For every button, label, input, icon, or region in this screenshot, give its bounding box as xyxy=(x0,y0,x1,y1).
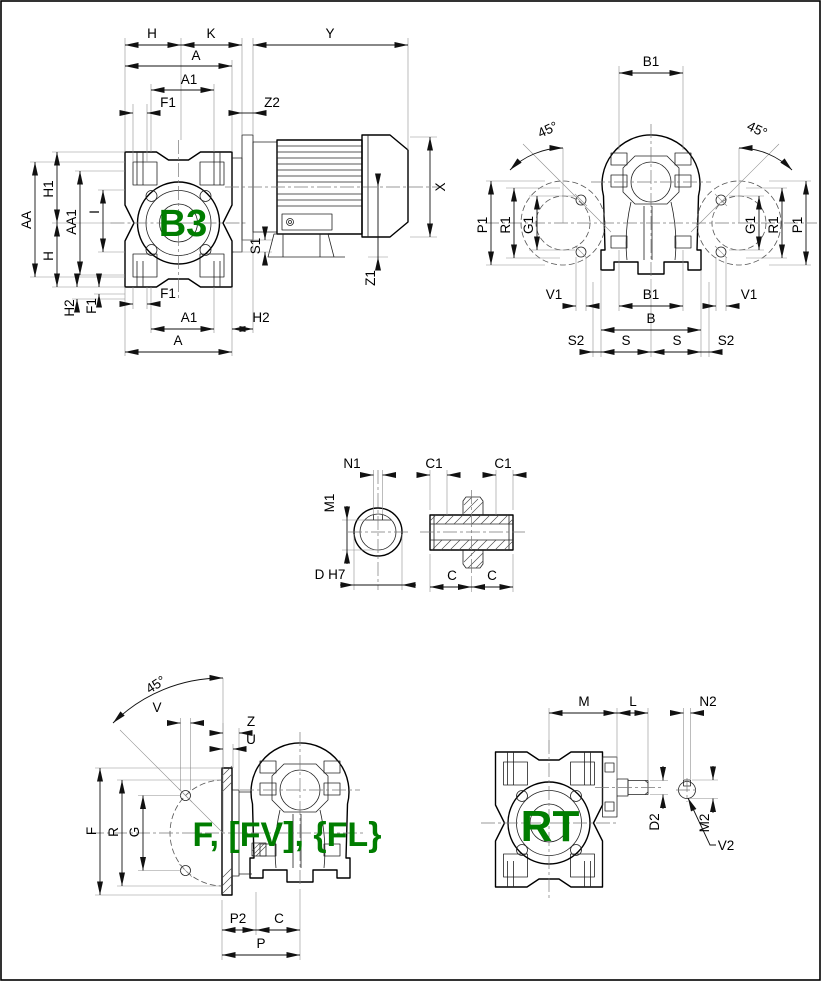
label-H2-bot: H2 xyxy=(252,310,270,325)
mounting-code-F-FV-FL: F, [FV], {FL} xyxy=(192,816,382,854)
mounting-code-RT: RT xyxy=(520,802,580,851)
label-Z: Z xyxy=(246,714,256,729)
label-M2: M2 xyxy=(697,813,712,833)
label-S-left: S xyxy=(621,333,631,348)
label-M1: M1 xyxy=(322,493,337,513)
label-45-left: 45° xyxy=(535,118,561,141)
label-U: U xyxy=(246,732,256,747)
mounting-code-B3: B3 xyxy=(158,203,208,245)
label-F: F xyxy=(84,826,99,836)
label-D2: D2 xyxy=(647,813,662,831)
label-P1-right: P1 xyxy=(790,216,805,234)
label-Z2: Z2 xyxy=(264,95,280,110)
label-45-right: 45° xyxy=(744,118,770,141)
label-X: X xyxy=(433,182,448,192)
label-G1-left: G1 xyxy=(521,215,536,235)
label-M: M xyxy=(578,694,590,709)
label-N1: N1 xyxy=(343,456,361,471)
label-N2: N2 xyxy=(699,694,717,709)
label-F1-top: F1 xyxy=(160,95,176,110)
label-R1-left: R1 xyxy=(498,216,513,234)
label-C-left: C xyxy=(447,568,457,583)
label-F1-bot: F1 xyxy=(160,286,176,301)
label-C-right: C xyxy=(487,568,497,583)
label-A1: A1 xyxy=(180,72,198,87)
label-P2: P2 xyxy=(229,911,247,926)
label-G1-right: G1 xyxy=(743,215,758,235)
label-V1-left: V1 xyxy=(545,287,563,302)
label-H-side: H xyxy=(41,251,56,261)
label-P1-left: P1 xyxy=(475,216,490,234)
label-V2: V2 xyxy=(717,838,735,853)
label-B1-bot: B1 xyxy=(642,287,660,302)
label-Z1: Z1 xyxy=(363,270,378,286)
label-A1-bot: A1 xyxy=(180,310,198,325)
label-A: A xyxy=(191,48,201,63)
label-S2-left: S2 xyxy=(567,333,585,348)
label-AA1: AA1 xyxy=(64,209,79,235)
label-B1-top: B1 xyxy=(642,54,660,69)
label-G: G xyxy=(127,826,142,838)
label-C1-left: C1 xyxy=(425,456,443,471)
label-B: B xyxy=(646,311,656,326)
label-S1: S1 xyxy=(248,237,263,255)
label-A-bot: A xyxy=(173,333,183,348)
label-Y: Y xyxy=(325,26,335,41)
label-S2-right: S2 xyxy=(717,333,735,348)
label-P: P xyxy=(256,936,266,951)
label-R1-right: R1 xyxy=(766,216,781,234)
label-V: V xyxy=(152,700,162,715)
label-V1-right: V1 xyxy=(740,287,758,302)
label-AA: AA xyxy=(19,210,34,230)
label-F1-side: F1 xyxy=(84,298,99,314)
label-H2-side: H2 xyxy=(62,299,77,317)
label-S-right: S xyxy=(672,333,682,348)
label-I: I xyxy=(87,210,102,214)
label-H1: H1 xyxy=(41,180,56,198)
label-R: R xyxy=(106,827,121,837)
label-D-H7: D H7 xyxy=(314,567,346,582)
label-H: H xyxy=(147,26,157,41)
label-L: L xyxy=(629,694,637,709)
label-C1-right: C1 xyxy=(494,456,512,471)
label-C: C xyxy=(274,911,284,926)
label-K: K xyxy=(206,26,216,41)
label-45: 45° xyxy=(143,672,169,697)
